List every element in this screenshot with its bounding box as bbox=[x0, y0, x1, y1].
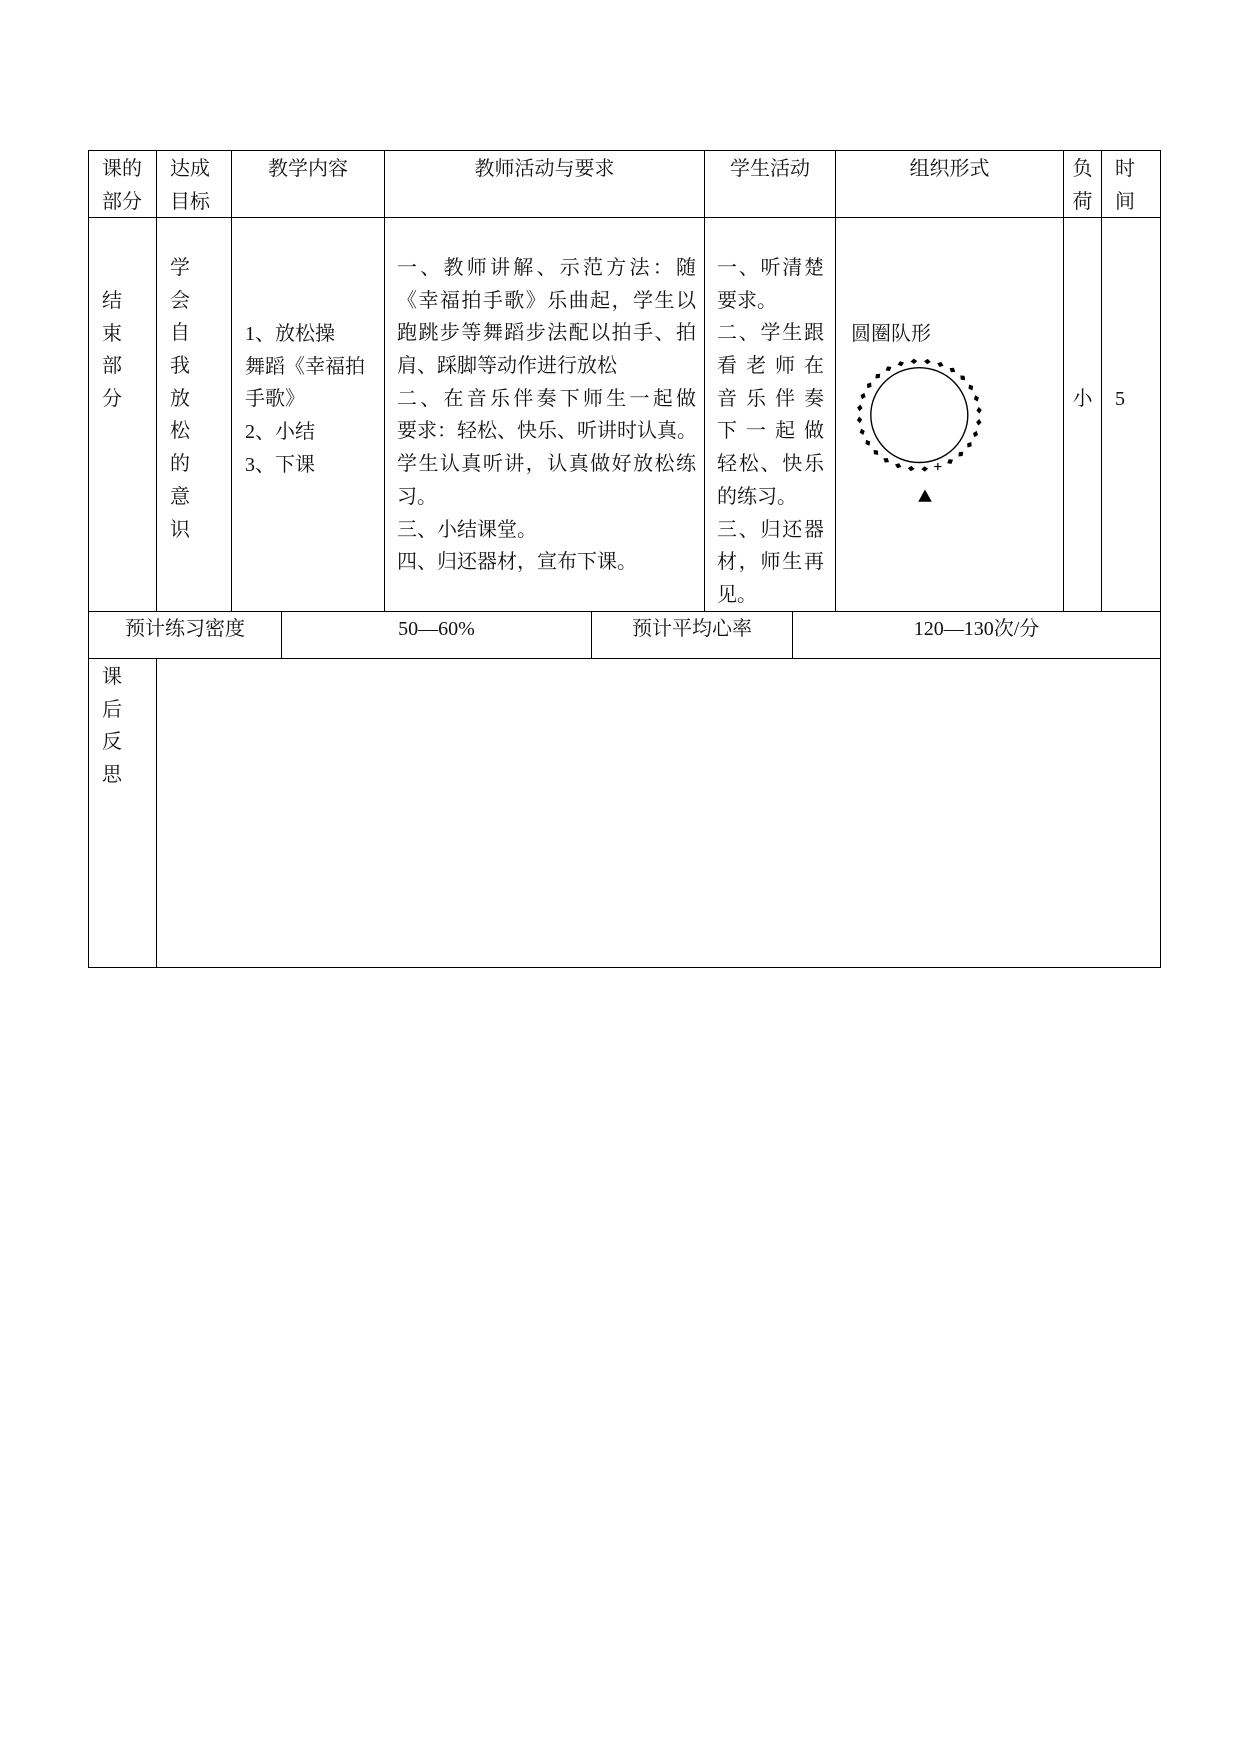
header-cell-organization bbox=[836, 151, 1064, 218]
goal-text-char: 放 bbox=[170, 387, 190, 410]
reflection-label bbox=[102, 661, 156, 792]
goal-text-char: 我 bbox=[170, 355, 190, 378]
goal-text-char: 会 bbox=[170, 289, 190, 312]
diamond-icon bbox=[965, 440, 973, 449]
diamond-icon bbox=[897, 360, 905, 367]
load-value: 小 bbox=[1072, 388, 1093, 410]
plus-icon bbox=[934, 463, 941, 470]
student-activity-line: 三、归还器 bbox=[717, 518, 824, 541]
body-cell-part bbox=[89, 218, 157, 612]
content-header-label: 教学内容 bbox=[268, 158, 348, 180]
student-activity-line: 二、学生跟 bbox=[717, 322, 824, 345]
section-name-char: 结 bbox=[102, 290, 122, 312]
student-activity-line: 材，师生再 bbox=[717, 551, 824, 574]
load-header-label bbox=[1064, 153, 1101, 218]
teacher-activity-line: 三、小结课堂。 bbox=[397, 518, 537, 541]
body-cell-goal bbox=[157, 218, 232, 612]
student-activity-line: 看老师在 bbox=[717, 355, 824, 378]
body-cell-time bbox=[1102, 218, 1161, 612]
teacher-activity-line: 要求：轻松、快乐、听讲时认真。 bbox=[397, 420, 697, 443]
section-name-char: 部 bbox=[102, 355, 122, 378]
content-line: 2、小结 bbox=[245, 421, 315, 444]
teacher-activity-line: 《幸福拍手歌》乐曲起，学生以 bbox=[397, 289, 696, 312]
body-cell-organization bbox=[836, 218, 1064, 612]
organization-header-label: 组织形式 bbox=[909, 158, 990, 180]
student-activity-line: 的练习。 bbox=[717, 485, 797, 508]
teacher-activity-text bbox=[397, 252, 696, 579]
diamond-icon bbox=[884, 365, 893, 373]
diamond-icon bbox=[958, 373, 967, 382]
content-line: 手歌》 bbox=[245, 388, 305, 411]
teacher-activity-header-label: 教师活动与要求 bbox=[474, 158, 615, 180]
content-line: 3、下课 bbox=[245, 453, 315, 476]
goal-text-char: 自 bbox=[170, 322, 190, 345]
student-activity-line: 轻松、快乐 bbox=[717, 453, 824, 476]
header-cell-student-activity bbox=[705, 151, 836, 218]
diamond-icon bbox=[973, 394, 980, 402]
lesson-plan-table bbox=[88, 150, 1161, 968]
diamond-icon bbox=[972, 430, 979, 438]
diamond-icon bbox=[864, 438, 872, 447]
reflection-label-char: 后 bbox=[102, 698, 122, 721]
section-name bbox=[102, 285, 156, 416]
goal-text-char: 松 bbox=[170, 420, 190, 443]
time-header-line: 间 bbox=[1115, 190, 1135, 213]
diamond-icon bbox=[910, 358, 917, 364]
paragraph bbox=[397, 252, 696, 383]
diamond-icon bbox=[976, 419, 982, 426]
reflection-label-char: 思 bbox=[102, 764, 122, 787]
diamond-icon bbox=[857, 416, 863, 423]
load-header-line: 荷 bbox=[1072, 190, 1093, 213]
goal-header-line: 目标 bbox=[170, 190, 210, 213]
heart-rate-label-cell bbox=[592, 612, 793, 659]
header-cell-teacher-activity bbox=[385, 151, 705, 218]
diamond-icon bbox=[882, 456, 891, 464]
heart-rate-value: 120—130次/分 bbox=[913, 618, 1040, 640]
circle-icon bbox=[871, 368, 968, 463]
header-cell-part bbox=[89, 151, 157, 218]
diamond-icon bbox=[865, 381, 873, 390]
goal-text bbox=[170, 252, 231, 546]
teacher-activity-line: 学生认真听讲，认真做好放松练 bbox=[397, 453, 696, 476]
teacher-activity-line: 二、在音乐伴奏下师生一起做 bbox=[397, 387, 696, 410]
heart-rate-label: 预计平均心率 bbox=[632, 618, 752, 640]
density-label-cell bbox=[89, 612, 282, 659]
student-activity-line: 一、听清楚 bbox=[717, 257, 824, 279]
student-activity-header-label: 学生活动 bbox=[730, 158, 810, 180]
diamond-icon bbox=[921, 466, 928, 472]
formation-diagram bbox=[836, 218, 1063, 611]
student-activity-line: 要求。 bbox=[717, 289, 777, 312]
paragraph bbox=[717, 514, 824, 612]
body-cell-student-activity bbox=[705, 218, 836, 612]
diamond-icon bbox=[956, 450, 965, 459]
paragraph bbox=[397, 383, 696, 514]
teacher-activity-line: 跑跳步等舞蹈步法配以拍手、拍 bbox=[397, 322, 696, 345]
content-line: 舞蹈《幸福拍 bbox=[245, 355, 365, 378]
student-activity-line: 见。 bbox=[717, 583, 757, 606]
diamond-icon bbox=[859, 428, 866, 436]
goal-text-char: 的 bbox=[170, 453, 190, 476]
section-name-char: 分 bbox=[102, 388, 122, 411]
formation-label: 圆圈队形 bbox=[851, 323, 931, 345]
student-activity-text bbox=[717, 252, 824, 612]
part-header-line: 部分 bbox=[102, 190, 142, 213]
student-activity-line: 音乐伴奏 bbox=[717, 387, 824, 410]
time-value: 5 bbox=[1115, 388, 1125, 410]
triangle-icon bbox=[918, 490, 932, 502]
diamond-icon bbox=[907, 465, 914, 471]
formation-markers bbox=[857, 358, 983, 472]
section-name-char: 束 bbox=[102, 322, 122, 345]
body-cell-load bbox=[1064, 218, 1102, 612]
diamond-icon bbox=[946, 457, 955, 465]
paragraph bbox=[397, 546, 696, 579]
body-cell-teacher-activity bbox=[385, 218, 705, 612]
diamond-icon bbox=[873, 372, 882, 381]
density-label: 预计练习密度 bbox=[125, 618, 245, 640]
reflection-label-cell bbox=[89, 659, 157, 968]
paragraph bbox=[717, 317, 824, 513]
teacher-activity-line: 一、教师讲解、示范方法：随 bbox=[397, 257, 696, 279]
part-header-line: 课的 bbox=[102, 158, 142, 180]
header-cell-time bbox=[1102, 151, 1161, 218]
goal-text-char: 识 bbox=[170, 518, 190, 541]
load-header-line: 负 bbox=[1072, 158, 1093, 180]
diamond-icon bbox=[976, 407, 982, 414]
body-cell-content bbox=[232, 218, 385, 612]
diamond-icon bbox=[872, 448, 881, 457]
diamond-icon bbox=[857, 404, 863, 411]
diamond-icon bbox=[894, 462, 902, 469]
goal-text-char: 学 bbox=[170, 257, 190, 279]
diamond-icon bbox=[859, 392, 866, 400]
reflection-label-char: 反 bbox=[102, 731, 122, 754]
paragraph bbox=[717, 252, 824, 317]
heart-rate-value-cell bbox=[793, 612, 1161, 659]
content-line: 1、放松操 bbox=[245, 323, 335, 345]
header-cell-load bbox=[1064, 151, 1102, 218]
header-cell-content bbox=[232, 151, 385, 218]
goal-text-char: 意 bbox=[170, 485, 190, 508]
time-header-label bbox=[1115, 153, 1160, 218]
goal-header-line: 达成 bbox=[170, 158, 210, 180]
goal-header-label bbox=[170, 153, 231, 218]
paragraph bbox=[397, 514, 696, 547]
diamond-icon bbox=[936, 361, 944, 368]
diamond-icon bbox=[924, 358, 931, 364]
part-header-label bbox=[102, 153, 156, 218]
student-activity-line: 下一起做 bbox=[717, 420, 824, 443]
content-list bbox=[245, 318, 384, 481]
time-header-line: 时 bbox=[1115, 158, 1135, 180]
diamond-icon bbox=[967, 383, 975, 392]
density-value-cell bbox=[282, 612, 592, 659]
header-cell-goal bbox=[157, 151, 232, 218]
diamond-icon bbox=[948, 366, 957, 374]
teacher-activity-line: 四、归还器材，宣布下课。 bbox=[397, 551, 637, 574]
teacher-activity-line: 习。 bbox=[397, 485, 437, 508]
reflection-content-cell bbox=[157, 659, 1161, 968]
teacher-activity-line: 肩、踩脚等动作进行放松 bbox=[397, 355, 617, 378]
reflection-label-char: 课 bbox=[102, 666, 122, 688]
density-value: 50—60% bbox=[398, 618, 475, 640]
